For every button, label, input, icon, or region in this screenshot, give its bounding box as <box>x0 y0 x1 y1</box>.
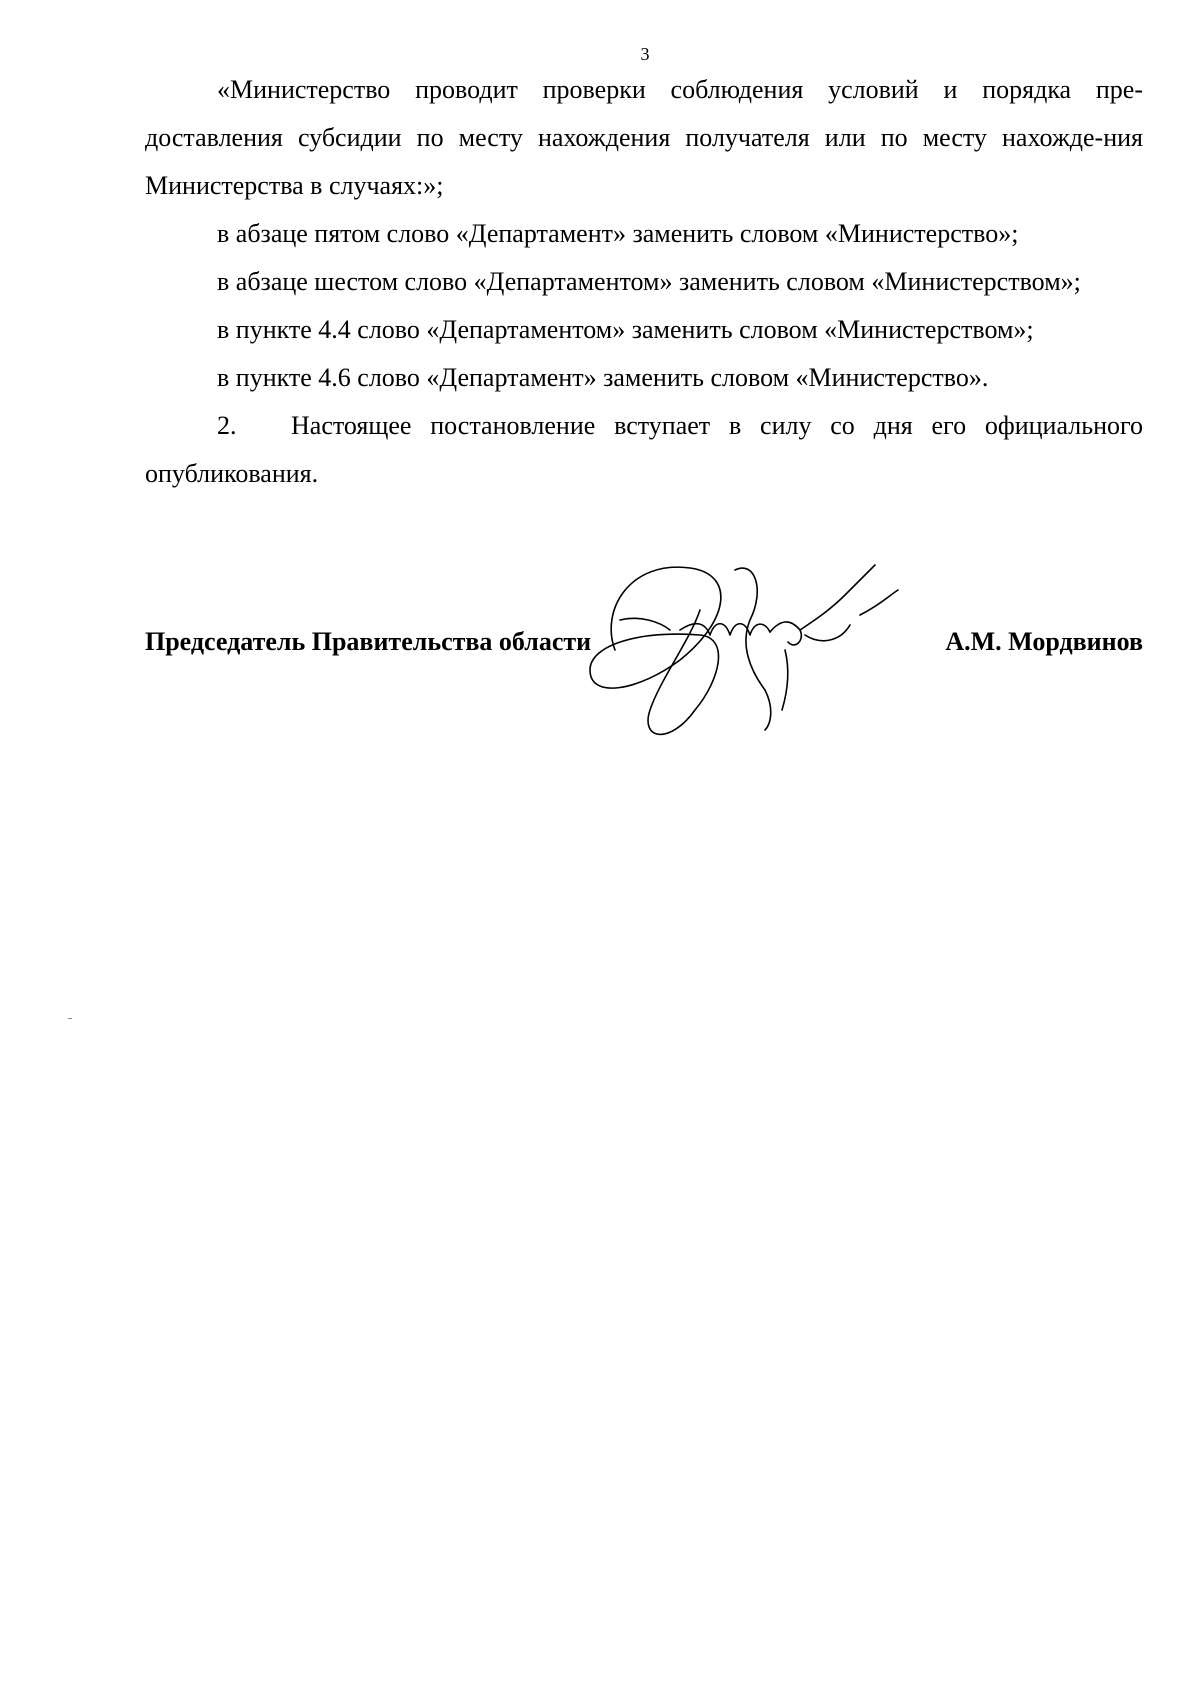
paragraph-item-4-6: в пункте 4.6 слово «Департамент» заменить словом «Министерство». <box>217 363 989 392</box>
page-number: 3 <box>640 44 650 64</box>
paragraph-ministry-checks: «Министерство проводит проверки соблюдения условий и порядка пре-доставления субсидии по месту нахождения получателя или по месту нахожде-ния Министерства в случаях:»; <box>145 75 1143 200</box>
clause-text: Настоящее постановление вступает в силу со дня его официального опубликования. <box>145 411 1143 488</box>
scan-edge-mark <box>68 1018 72 1019</box>
document-body <box>145 66 1143 498</box>
clause-number: 2. <box>217 411 237 440</box>
paragraph-item-4-4: в пункте 4.4 слово «Департаментом» заменить словом «Министерством»; <box>217 315 1034 344</box>
signer-title: Председатель Правительства области <box>145 627 592 656</box>
clause-2 <box>145 402 1143 498</box>
paragraph-fifth-abzac: в абзаце пятом слово «Департамент» заменить словом «Министерство»; <box>217 219 1019 248</box>
handwritten-signature <box>560 550 940 770</box>
paragraph-sixth-abzac: в абзаце шестом слово «Департаментом» заменить словом «Министерством»; <box>217 267 1081 296</box>
signer-name: А.М. Мордвинов <box>945 627 1143 656</box>
